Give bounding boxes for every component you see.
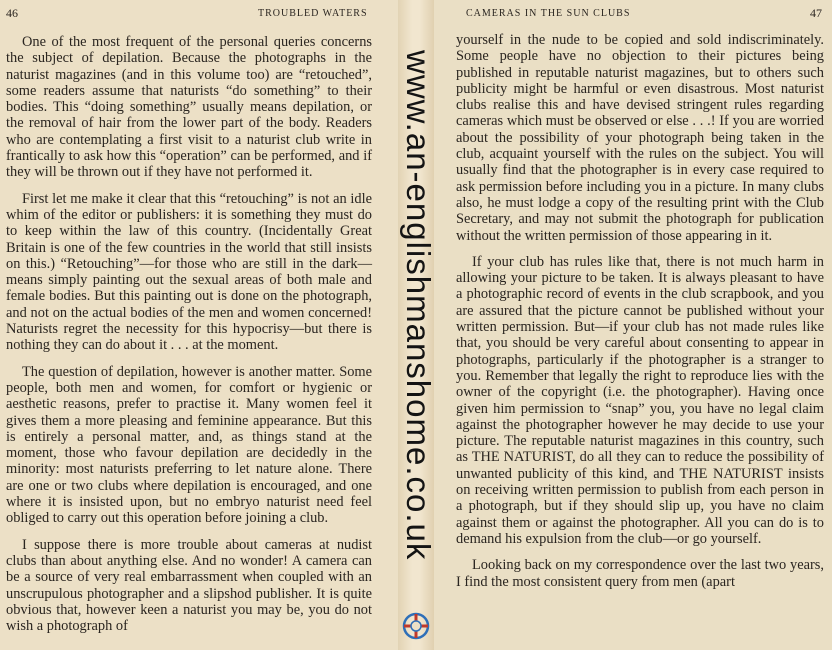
left-page-number: 46 [6,6,18,20]
left-paragraph-1: One of the most frequent of the personal queries concerns the subject of depilation. Because the photographs in the naturist magazines (and in this volume too) are “retouched”, some readers assume that naturists “do something” to their bodies. This “doing something” usually means depilation, or the removal of hair from the lower part of the body. Readers who are contemplating a first visit to a naturist club write in frantically to ask how this “operation” can be performed, and if they will be thrown out if they have not performed it. [6,34,372,181]
right-page [434,0,832,650]
watermark-text: www.an-englishmanshome.co.uk [400,49,437,561]
left-page-header [0,6,398,20]
left-paragraph-3: The question of depilation, however is another matter. Some people, both men and women, for comfort or hygienic or aesthetic reasons, prefer to practise it. Many women feel it gives them a more pleasing and feminine appearance. But this is entirely a personal matter, and, as things stand at the moment, those who favour depilation are decidedly in the minority: most naturists preferring to let nature alone. There are one or two clubs where depilation is encouraged, and one where it is insisted upon, but no embryo naturist need feel obliged to carry out this operation before joining a club. [6,363,372,527]
book-gutter [398,0,434,650]
right-page-body [456,32,824,600]
left-paragraph-2: First let me make it clear that this “retouching” is not an idle whim of the editor or publishers: it is something they must do to keep within the law of this country. (Incidentally Great Britain is one of the few countries in the world that still insists on this.) “Retouching”—for those who are still in the dark—means simply painting out the sexual areas of both male and female bodies. But this painting out is done on the photograph, and not on the actual bodies of the men and women concerned! Naturists regret the necessity for this hypocrisy—but there is nothing they can do about it . . . at the moment. [6,190,372,354]
right-paragraph-2: If your club has rules like that, there is not much harm in allowing your picture to be taken. It is always pleasant to have a photographic record of events in the club scrapbook, and you are assured that the picture cannot be published without your written permission. But—if your club has not made rules like that, you should be very careful about consenting to appear in photographs, particularly if the photographer is a stranger to you. Remember that legally the right to reproduce lies with the owner of the copyright (i.e. the photographer). Having once given him permission to “snap” you, you have no legal claim against the photographer however he may decide to use your picture. The reputable naturist magazines in this country, such as THE NATURIST, do all they can to reduce the possibility of unwanted publicity of this kind, and THE NATURIST insists on receiving written permission to publish from each person in a photograph, but if they should slip up, you have no claim against them or against the photographer. All you can do is to demand his expulsion from the club—or go yourself. [456,253,824,547]
right-running-head: CAMERAS IN THE SUN CLUBS [466,8,631,19]
right-page-header [434,6,832,20]
left-page [0,0,398,650]
right-paragraph-1: yourself in the nude to be copied and sold indiscriminately. Some people have no objection to their pictures being published in reputable naturist magazines, but to others such publicity might be harmful or even disastrous. Most naturist clubs realise this and have devised stringent rules regarding cameras which must be observed or else . . .! If you are worried about the possibility of your photograph being taken in the club, acquaint yourself with the rules on the subject. You will usually find that the photographer is in every case required to ask permission before including you in a picture. In many clubs also, he must lodge a copy of the resulting print with the Club Secretary, and may not submit the photograph for publication without the written permission of those appearing in it. [456,32,824,244]
left-page-body [6,34,372,644]
left-running-head: TROUBLED WATERS [258,8,368,19]
right-page-number: 47 [810,6,822,20]
right-paragraph-3: Looking back on my correspondence over the last two years, I find the most consistent query from men (apart [456,557,824,590]
left-paragraph-4: I suppose there is more trouble about cameras at nudist clubs than about anything else. And no wonder! A camera can be a source of very real embarrassment when coupled with an unscrupulous photographer and a slipshod publisher. It is quite obvious that, however keen a naturist you may be, you do not wish a photograph of [6,536,372,635]
site-logo-icon [400,610,432,642]
